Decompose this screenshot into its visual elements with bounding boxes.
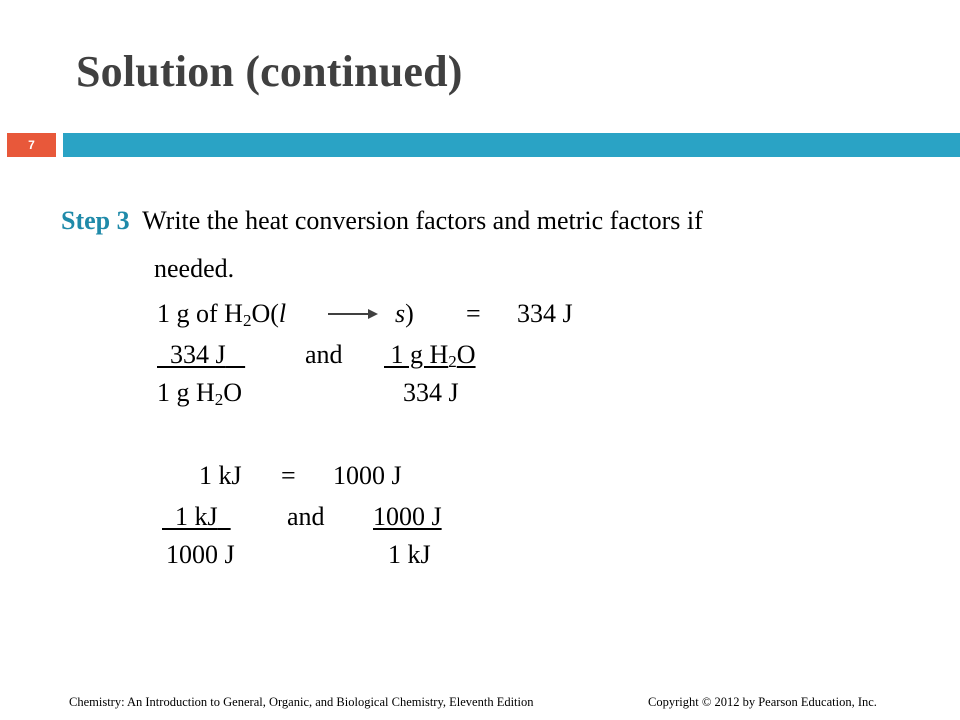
factor1-left-num-text: 334 J — [170, 340, 226, 369]
step-text-line1: Write the heat conversion factors and metric factors if — [142, 206, 703, 235]
factor1-left-den-suffix: O — [223, 378, 243, 407]
equality1-close: ) — [405, 299, 414, 328]
step-line-1 — [61, 208, 703, 234]
factor1-right-num-sub: 2 — [448, 352, 457, 371]
equality2-left: 1 kJ — [199, 461, 242, 490]
equality1-mid: O( — [251, 299, 279, 328]
factor2-right-numerator: 1000 J — [373, 502, 442, 531]
equality1-value: 334 J — [517, 299, 573, 328]
factor1-left-denominator — [157, 378, 243, 409]
factor1-left-den-prefix: 1 g H — [157, 378, 215, 407]
factor1-right-num-suffix: O — [456, 340, 476, 369]
factor1-right-denominator: 334 J — [403, 378, 459, 407]
factor2-left-num-text: 1 kJ — [175, 502, 218, 531]
equality1-subscript: 2 — [242, 311, 252, 330]
page-number-badge: 7 — [7, 133, 56, 157]
step-text-line2: needed. — [154, 254, 235, 283]
equality2-right: 1000 J — [333, 461, 402, 490]
factor1-right-numerator — [384, 340, 476, 371]
factor2-right-denominator: 1 kJ — [388, 540, 431, 569]
arrow-icon — [326, 307, 380, 321]
factor2-left-denominator: 1000 J — [166, 540, 235, 569]
equality1-solid-part — [395, 301, 414, 327]
equality1-liquid: l — [278, 299, 287, 328]
factor1-right-num-prefix: 1 g H — [390, 340, 449, 369]
title-underline-bar — [63, 133, 960, 157]
equality1-equals: = — [466, 299, 481, 328]
factor1-left-numerator — [157, 342, 245, 368]
factor2-and: and — [287, 502, 325, 531]
equality2-equals: = — [281, 461, 296, 490]
factor1-and: and — [305, 340, 343, 369]
factor1-left-den-sub: 2 — [214, 390, 224, 409]
slide-title: Solution (continued) — [76, 47, 463, 96]
equality1-prefix: 1 g of H — [157, 299, 243, 328]
footer-book-title: Chemistry: An Introduction to General, Organic, and Biological Chemistry, Eleventh Edition — [69, 695, 534, 709]
factor2-left-numerator — [162, 504, 231, 530]
equality-water-freezing — [157, 299, 287, 330]
step-label: Step 3 — [61, 206, 130, 235]
footer-copyright: Copyright © 2012 by Pearson Education, Inc. — [648, 695, 877, 709]
equality1-solid: s — [395, 299, 406, 328]
